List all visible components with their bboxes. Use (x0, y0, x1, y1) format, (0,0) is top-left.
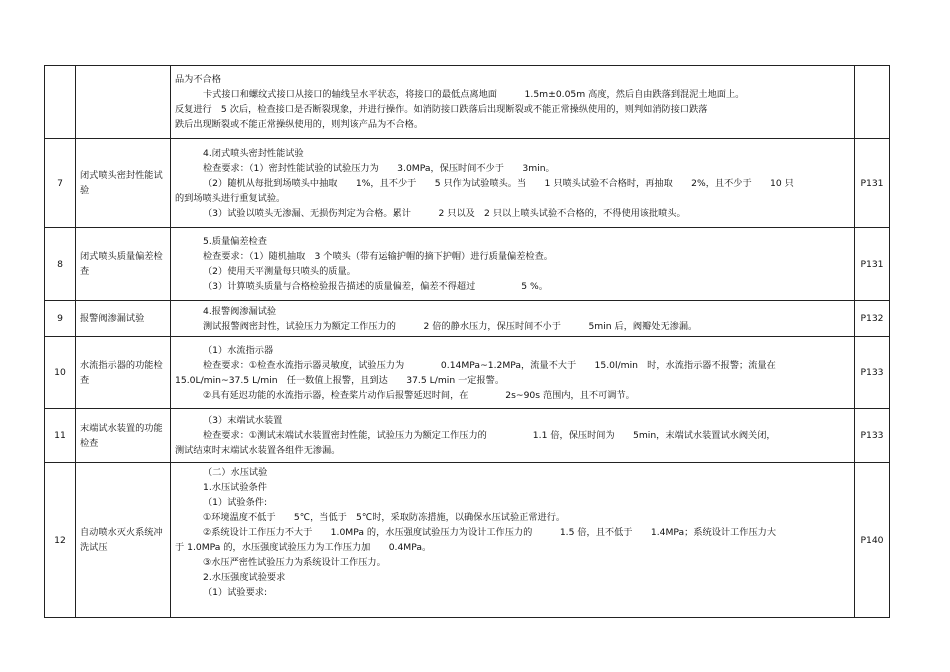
requirement-line: （1）试验要求: (203, 587, 268, 598)
page-reference: P133 (855, 337, 890, 409)
test-requirements (171, 301, 855, 337)
test-item-name: 末端试水装置的功能检查 (76, 409, 171, 463)
requirement-line: ②具有延迟功能的水流指示器，检查桨片动作后报警延迟时间，在 2s~90s 范围内，且不可调节。 (203, 389, 635, 401)
row-number: 10 (45, 337, 76, 409)
table-row (45, 337, 890, 409)
requirement-line: 4.报警阀渗漏试验 (203, 305, 277, 317)
requirement-line: 检查要求：①检查水流指示器灵敏度，试验压力为 0.14MPa~1.2MPa，流量不大于 15.0l/min 时，水流指示器不报警；流量在 (203, 359, 776, 371)
page-reference: P131 (855, 228, 890, 301)
test-requirements (171, 228, 855, 301)
inspection-table (44, 65, 890, 618)
requirement-line: ①环境温度不低于 5℃，当低于 5℃时，采取防冻措施，以确保水压试验正常进行。 (203, 512, 566, 523)
test-item-name (76, 66, 171, 139)
row-number: 12 (45, 463, 76, 618)
page-reference: P133 (855, 409, 890, 463)
table-row (45, 463, 890, 618)
page-reference: P140 (855, 463, 890, 618)
row-number: 7 (45, 139, 76, 228)
requirement-line: （3）末端试水装置 (203, 415, 283, 426)
requirement-line: 1.水压试验条件 (203, 482, 267, 493)
test-requirements (171, 409, 855, 463)
test-item-name: 报警阀渗漏试验 (76, 301, 171, 337)
row-number: 11 (45, 409, 76, 463)
table-row (45, 66, 890, 139)
requirement-line: （1）试验条件: (203, 497, 268, 508)
table-row (45, 139, 890, 228)
requirement-line: （3）试验以喷头无渗漏、无损伤判定为合格。累计 2 只以及 2 只以上喷头试验不合格的，不得使用该批喷头。 (203, 207, 686, 219)
requirement-line: 检查要求：（1）密封性能试验的试验压力为 3.0MPa，保压时间不少于 3min。 (203, 162, 555, 174)
table-row (45, 228, 890, 301)
test-requirements (171, 139, 855, 228)
test-requirements (171, 463, 855, 618)
test-item-name: 自动喷水灭火系统冲洗试压 (76, 463, 171, 618)
requirement-line: 卡式接口和螺纹式接口从接口的轴线呈水平状态，将接口的最低点离地面 1.5m±0.05m 高度，然后自由跌落到混泥土地面上。 (203, 89, 745, 100)
test-item-name: 水流指示器的功能检查 (76, 337, 171, 409)
page-reference: P131 (855, 139, 890, 228)
requirement-line: 反复进行 5 次后，检查接口是否断裂现象，并进行操作。如消防接口跌落后出现断裂或不能正常操纵使用的，则判如消防接口跌落 (175, 104, 708, 115)
requirement-line: 检查要求：（1）随机抽取 3 个喷头（带有运输护帽的摘下护帽）进行质量偏差检查。 (203, 251, 553, 262)
requirement-line: （3）计算喷头质量与合格检验报告描述的质量偏差，偏差不得超过 5 %。 (203, 281, 548, 292)
requirement-line: 检查要求：①测试末端试水装置密封性能，试验压力为额定工作压力的 1.1 倍，保压时间为 5min，末端试水装置试水阀关闭， (203, 430, 776, 441)
table-row (45, 301, 890, 337)
test-item-name: 闭式喷头密封性能试验 (76, 139, 171, 228)
requirement-line: （二）水压试验 (203, 467, 268, 478)
requirement-line: 2.水压强度试验要求 (203, 572, 286, 583)
test-requirements (171, 337, 855, 409)
requirement-line: ③水压严密性试验压力为系统设计工作压力。 (203, 557, 386, 568)
table-row (45, 409, 890, 463)
requirement-line: 15.0L/min~37.5 L/min 任一数值上报警，且到达 37.5 L/min 一定报警。 (175, 374, 505, 386)
requirement-line: 跌后出现断裂或不能正常操纵使用的，则判该产品为不合格。 (175, 119, 424, 130)
requirement-line: （2）随机从每批到场喷头中抽取 1%，且不少于 5 只作为试验喷头。当 1 只喷头试验不合格时，再抽取 2%，且不少于 10 只 (203, 177, 794, 189)
requirement-line: 于 1.0MPa 的，水压强度试验压力为工作压力加 0.4MPa。 (175, 542, 432, 553)
row-number (45, 66, 76, 139)
requirement-line: 测试报警阀密封性，试验压力为额定工作压力的 2 倍的静水压力，保压时间不小于 5min 后，阀瓣处无渗漏。 (203, 320, 698, 332)
requirement-line: 4.闭式喷头密封性能试验 (203, 147, 304, 159)
row-number: 8 (45, 228, 76, 301)
requirement-line: （2）使用天平测量每只喷头的质量。 (203, 266, 356, 277)
test-requirements (171, 66, 855, 139)
requirement-line: 测试结束时末端试水装置各组件无渗漏。 (175, 445, 341, 456)
requirement-line: ②系统设计工作压力不大于 1.0MPa 的，水压强度试验压力为设计工作压力的 1.5 倍，且不低于 1.4MPa；系统设计工作压力大 (203, 527, 777, 538)
page-reference (855, 66, 890, 139)
requirement-line: 的到场喷头进行重复试验。 (175, 192, 286, 204)
requirement-line: 5.质量偏差检查 (203, 236, 267, 247)
requirement-line: （1）水流指示器 (203, 344, 274, 356)
test-item-name: 闭式喷头质量偏差检查 (76, 228, 171, 301)
row-number: 9 (45, 301, 76, 337)
requirement-line: 品为不合格 (175, 74, 221, 85)
page-reference: P132 (855, 301, 890, 337)
